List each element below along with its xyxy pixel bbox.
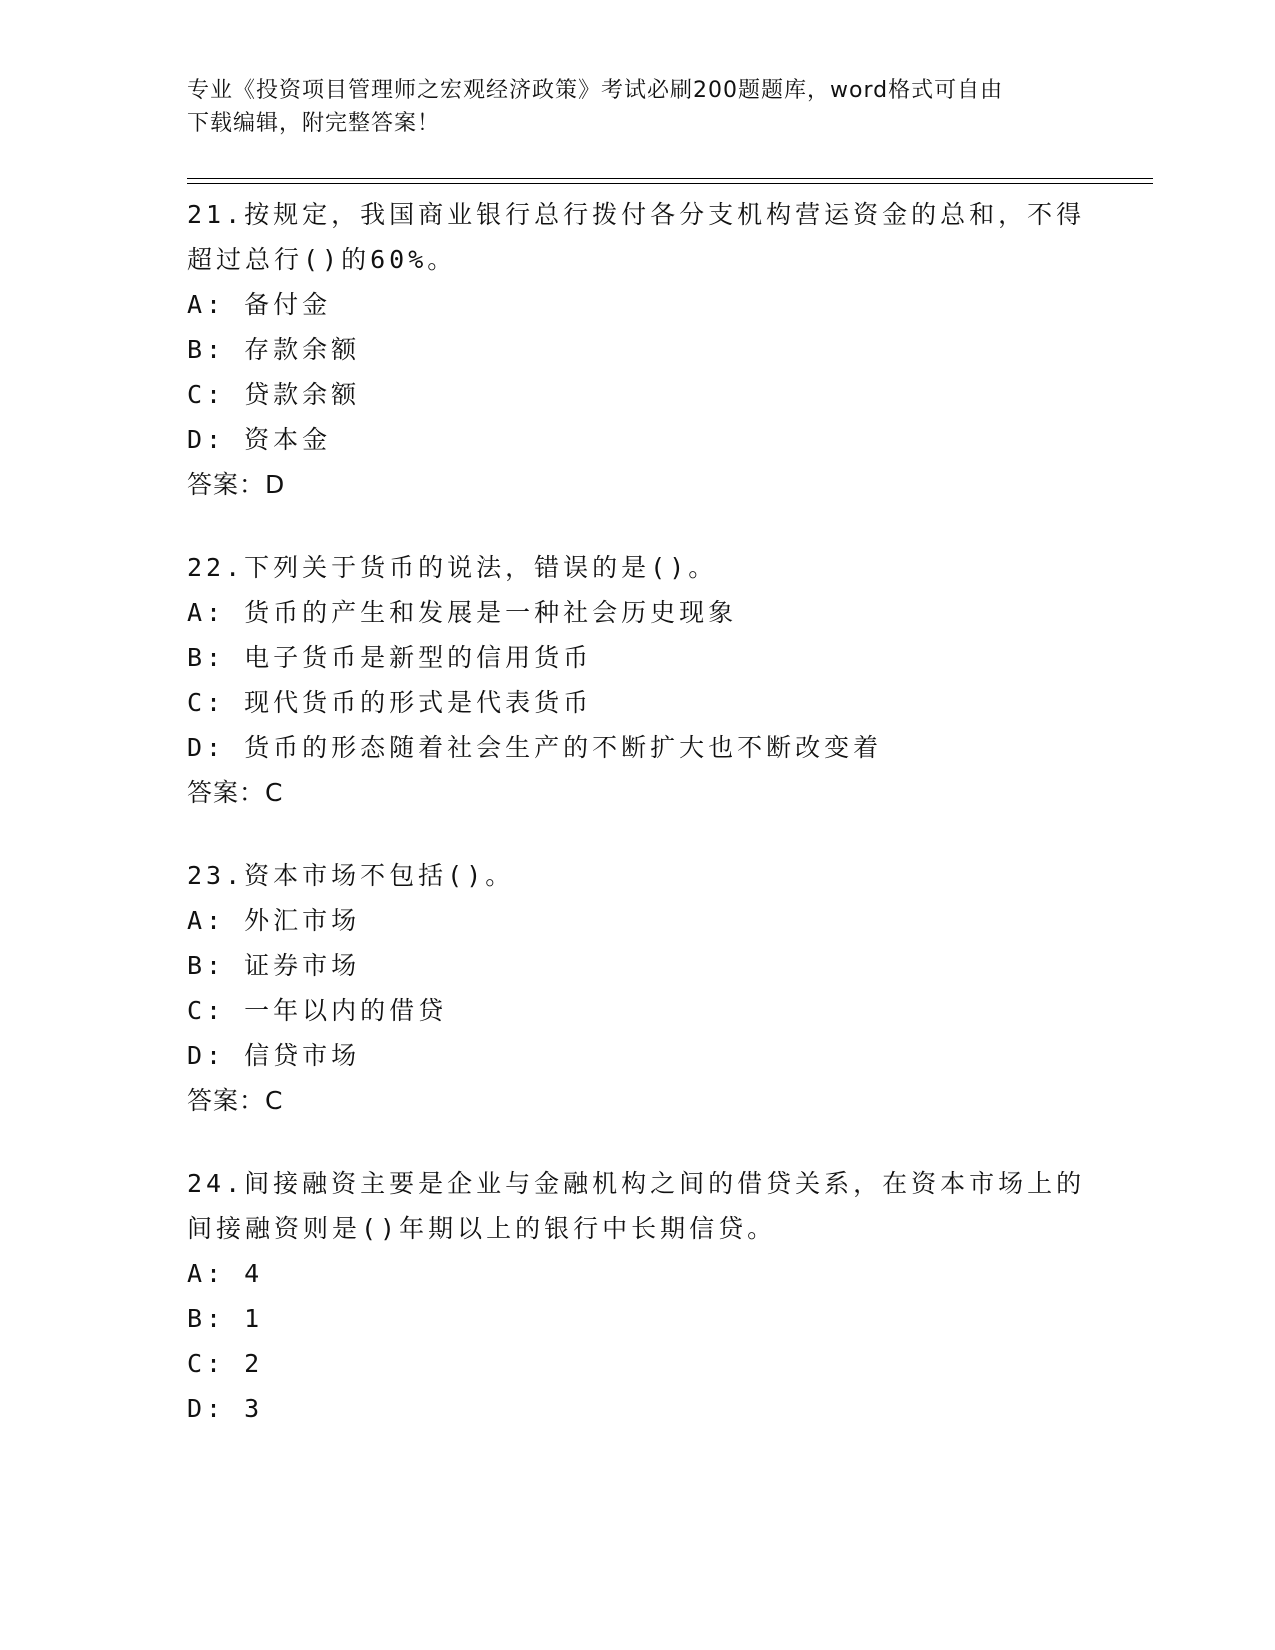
option-b: B: 存款余额 xyxy=(187,335,361,364)
option-d: D: 信贷市场 xyxy=(187,1041,361,1070)
option-d: D: 货币的形态随着社会生产的不断扩大也不断改变着 xyxy=(187,733,883,762)
question-stem-continued: 超过总行()的60%。 xyxy=(187,245,457,274)
answer-line: 答案：D xyxy=(187,470,286,499)
question-list xyxy=(187,192,1087,1469)
document-header xyxy=(187,74,1087,140)
option-a: A: 4 xyxy=(187,1259,264,1288)
option-c: C: 现代货币的形式是代表货币 xyxy=(187,688,593,717)
header-line-2: 下载编辑，附完整答案！ xyxy=(187,111,441,136)
header-line-1: 专业《投资项目管理师之宏观经济政策》考试必刷200题题库，word格式可自由 xyxy=(187,78,1004,103)
question-stem-continued: 间接融资则是()年期以上的银行中长期信贷。 xyxy=(187,1214,777,1243)
option-c: C: 一年以内的借贷 xyxy=(187,996,448,1025)
question-stem: 21.按规定，我国商业银行总行拨付各分支机构营运资金的总和，不得 xyxy=(187,200,1086,229)
question-stem: 22.下列关于货币的说法，错误的是()。 xyxy=(187,553,718,582)
question-stem: 23.资本市场不包括()。 xyxy=(187,861,515,890)
option-a: A: 备付金 xyxy=(187,290,332,319)
answer-line: 答案：C xyxy=(187,778,284,807)
option-d: D: 资本金 xyxy=(187,425,332,454)
question-21 xyxy=(187,192,1087,507)
question-23 xyxy=(187,853,1087,1123)
header-divider xyxy=(187,178,1153,184)
option-c: C: 贷款余额 xyxy=(187,380,361,409)
option-a: A: 外汇市场 xyxy=(187,906,361,935)
answer-line: 答案：C xyxy=(187,1086,284,1115)
option-b: B: 证券市场 xyxy=(187,951,361,980)
option-c: C: 2 xyxy=(187,1349,264,1378)
option-b: B: 1 xyxy=(187,1304,264,1333)
question-22 xyxy=(187,545,1087,815)
question-stem: 24.间接融资主要是企业与金融机构之间的借贷关系，在资本市场上的 xyxy=(187,1169,1086,1198)
option-d: D: 3 xyxy=(187,1394,264,1423)
option-b: B: 电子货币是新型的信用货币 xyxy=(187,643,593,672)
option-a: A: 货币的产生和发展是一种社会历史现象 xyxy=(187,598,738,627)
question-24 xyxy=(187,1161,1087,1431)
